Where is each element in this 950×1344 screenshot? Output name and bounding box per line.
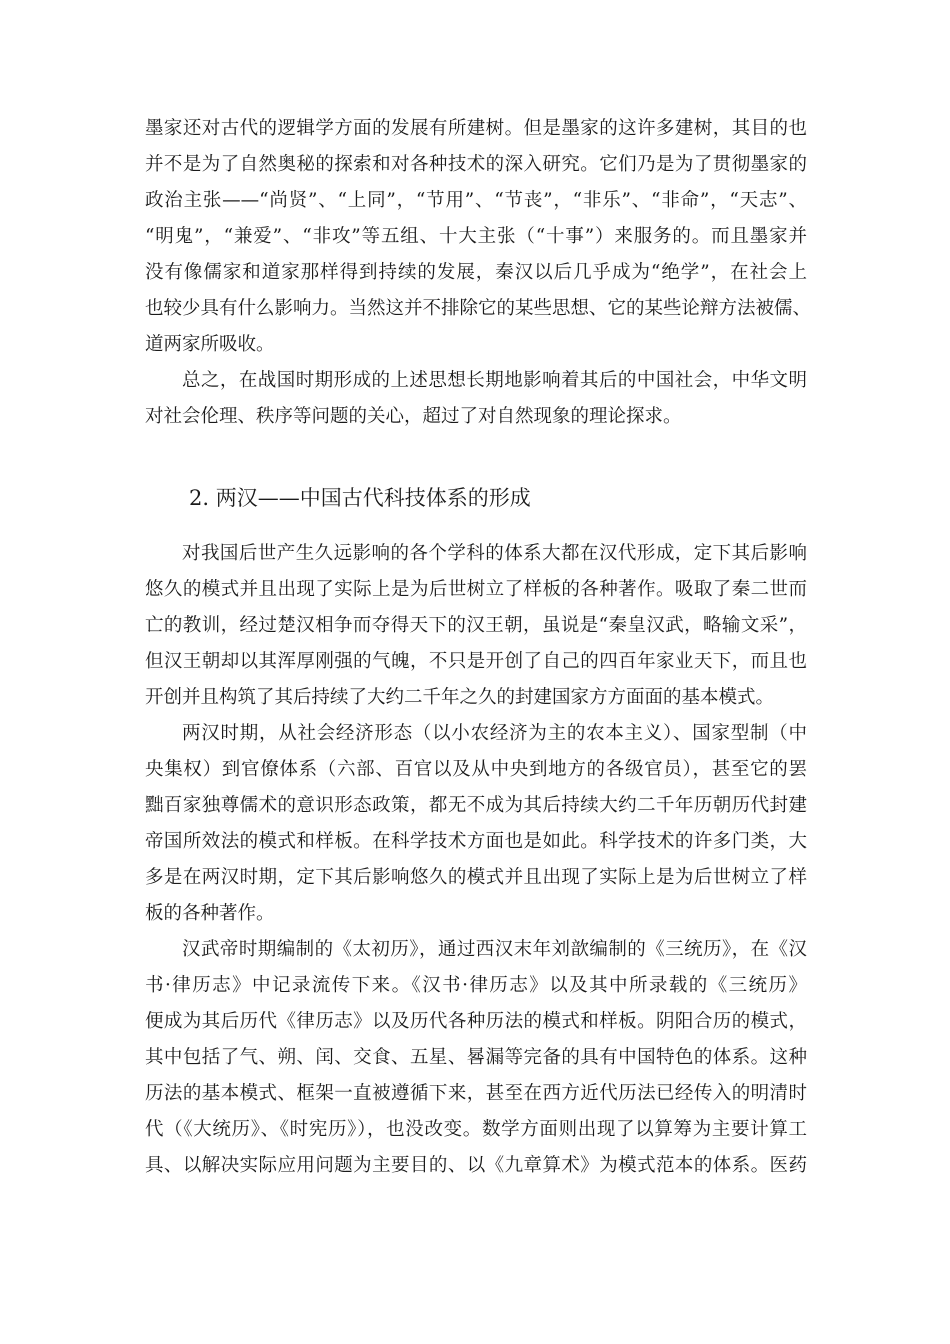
text-line: 两汉时期，从社会经济形态（以小农经济为主的农本主义）、国家型制（中	[182, 723, 807, 744]
text-line: 帝国所效法的模式和样板。在科学技术方面也是如此。科学技术的许多门类，大	[145, 831, 807, 852]
text-line: 政治主张——“尚贤”、“上同”，“节用”、“节丧”，“非乐”、“非命”，“天志”、	[145, 190, 807, 211]
text-line: 对社会伦理、秩序等问题的关心，超过了对自然现象的理论探求。	[145, 406, 682, 427]
text-line: 便成为其后历代《律历志》以及历代各种历法的模式和样板。阴阳合历的模式，	[145, 1011, 807, 1032]
text-line: 书·律历志》中记录流传下来。《汉书·律历志》以及其中所录载的《三统历》	[145, 975, 807, 996]
text-line: “明鬼”，“兼爱”、“非攻”等五组、十大主张（“十事”）来服务的。而且墨家并	[145, 226, 807, 247]
text-line: 汉武帝时期编制的《太初历》，通过西汉末年刘歆编制的《三统历》，在《汉	[182, 939, 807, 960]
text-line: 开创并且构筑了其后持续了大约二千年之久的封建国家方方面面的基本模式。	[145, 687, 775, 708]
text-line: 墨家还对古代的逻辑学方面的发展有所建树。但是墨家的这许多建树，其目的也	[145, 118, 807, 139]
text-line: 但汉王朝却以其浑厚刚强的气魄，不只是开创了自己的四百年家业天下，而且也	[145, 651, 807, 672]
text-line: 没有像儒家和道家那样得到持续的发展，秦汉以后几乎成为“绝学”，在社会上	[145, 262, 807, 283]
text-line: 代（《大统历》、《时宪历》），也没改变。数学方面则出现了以算筹为主要计算工	[145, 1119, 807, 1140]
text-line: 亡的教训，经过楚汉相争而夺得天下的汉王朝，虽说是“秦皇汉武，略输文采”，	[145, 615, 807, 636]
section-heading: 2. 两汉——中国古代科技体系的形成	[189, 486, 531, 510]
text-line: 黜百家独尊儒术的意识形态政策，都无不成为其后持续大约二千年历朝历代封建	[145, 795, 807, 816]
text-line: 多是在两汉时期，定下其后影响悠久的模式并且出现了实际上是为后世树立了样	[145, 867, 807, 888]
text-line: 悠久的模式并且出现了实际上是为后世树立了样板的各种著作。吸取了秦二世而	[145, 579, 807, 600]
text-line: 历法的基本模式、框架一直被遵循下来，甚至在西方近代历法已经传入的明清时	[145, 1083, 807, 1104]
text-line: 板的各种著作。	[145, 903, 275, 924]
text-line: 并不是为了自然奥秘的探索和对各种技术的深入研究。它们乃是为了贯彻墨家的	[145, 154, 807, 175]
text-line: 央集权）到官僚体系（六部、百官以及从中央到地方的各级官员），甚至它的罢	[145, 759, 807, 780]
text-line: 道两家所吸收。	[145, 334, 275, 355]
text-line: 总之，在战国时期形成的上述思想长期地影响着其后的中国社会，中华文明	[182, 370, 807, 391]
text-line: 对我国后世产生久远影响的各个学科的体系大都在汉代形成，定下其后影响	[182, 543, 807, 564]
text-line: 也较少具有什么影响力。当然这并不排除它的某些思想、它的某些论辩方法被儒、	[145, 298, 812, 319]
text-line: 其中包括了气、朔、闰、交食、五星、晷漏等完备的具有中国特色的体系。这种	[145, 1047, 807, 1068]
text-line: 具、以解决实际应用问题为主要目的、以《九章算术》为模式范本的体系。医药	[145, 1155, 807, 1176]
